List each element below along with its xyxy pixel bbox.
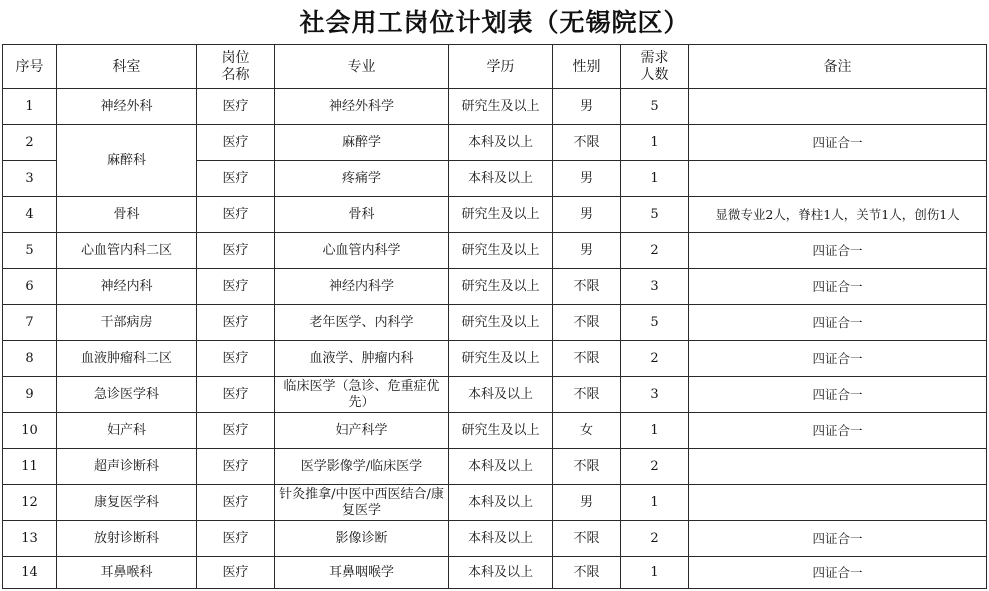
cell-gender: 男: [553, 161, 621, 197]
cell-dept: 干部病房: [57, 305, 197, 341]
cell-count: 1: [621, 125, 689, 161]
cell-note: [689, 89, 987, 125]
table-row: [3, 557, 987, 589]
cell-post: 医疗: [197, 305, 275, 341]
cell-post: 医疗: [197, 521, 275, 557]
header-post-line2: 名称: [221, 66, 250, 83]
header-major: 专业: [275, 45, 449, 89]
cell-no: 6: [3, 269, 57, 305]
cell-count: 2: [621, 341, 689, 377]
cell-count: 1: [621, 161, 689, 197]
cell-count: 2: [621, 449, 689, 485]
cell-note: 四证合一: [689, 305, 987, 341]
cell-gender: 不限: [553, 341, 621, 377]
cell-post: 医疗: [197, 377, 275, 413]
cell-major: 麻醉学: [275, 125, 449, 161]
cell-no: 2: [3, 125, 57, 161]
cell-no: 14: [3, 557, 57, 589]
cell-note: 四证合一: [689, 341, 987, 377]
cell-major: 临床医学（急诊、危重症优先）: [275, 377, 449, 413]
cell-dept: 神经内科: [57, 269, 197, 305]
cell-gender: 不限: [553, 269, 621, 305]
cell-dept: 耳鼻喉科: [57, 557, 197, 589]
cell-count: 1: [621, 485, 689, 521]
header-count: [621, 45, 689, 89]
cell-edu: 研究生及以上: [449, 305, 553, 341]
cell-count: 5: [621, 197, 689, 233]
cell-major: 血液学、肿瘤内科: [275, 341, 449, 377]
cell-count: 1: [621, 557, 689, 589]
cell-post: 医疗: [197, 125, 275, 161]
cell-edu: 本科及以上: [449, 557, 553, 589]
cell-post: 医疗: [197, 485, 275, 521]
header-note: 备注: [689, 45, 987, 89]
cell-count: 2: [621, 233, 689, 269]
cell-edu: 研究生及以上: [449, 269, 553, 305]
cell-post: 医疗: [197, 89, 275, 125]
header-dept: 科室: [57, 45, 197, 89]
cell-note: [689, 449, 987, 485]
cell-dept: 神经外科: [57, 89, 197, 125]
cell-edu: 研究生及以上: [449, 233, 553, 269]
cell-edu: 本科及以上: [449, 485, 553, 521]
cell-note: 四证合一: [689, 269, 987, 305]
table-header-row: [3, 45, 987, 89]
cell-dept: 康复医学科: [57, 485, 197, 521]
cell-count: 3: [621, 377, 689, 413]
cell-post: 医疗: [197, 233, 275, 269]
cell-no: 1: [3, 89, 57, 125]
table-row: [3, 269, 987, 305]
cell-count: 5: [621, 305, 689, 341]
header-post: [197, 45, 275, 89]
cell-dept: 超声诊断科: [57, 449, 197, 485]
cell-major: 影像诊断: [275, 521, 449, 557]
cell-dept: 血液肿瘤科二区: [57, 341, 197, 377]
cell-note: [689, 485, 987, 521]
cell-no: 8: [3, 341, 57, 377]
cell-no: 12: [3, 485, 57, 521]
cell-edu: 研究生及以上: [449, 413, 553, 449]
cell-dept: 急诊医学科: [57, 377, 197, 413]
cell-edu: 本科及以上: [449, 161, 553, 197]
cell-major: 针灸推拿/中医中西医结合/康复医学: [275, 485, 449, 521]
cell-gender: 不限: [553, 557, 621, 589]
table-row: [3, 413, 987, 449]
cell-no: 7: [3, 305, 57, 341]
position-plan-table: [2, 44, 987, 589]
cell-dept: 骨科: [57, 197, 197, 233]
cell-note: 四证合一: [689, 557, 987, 589]
cell-major: 骨科: [275, 197, 449, 233]
cell-note: 四证合一: [689, 521, 987, 557]
header-count-line1: 需求: [640, 49, 669, 66]
table-row: [3, 341, 987, 377]
cell-major: 老年医学、内科学: [275, 305, 449, 341]
cell-major: 神经内科学: [275, 269, 449, 305]
cell-edu: 研究生及以上: [449, 341, 553, 377]
cell-major: 耳鼻咽喉学: [275, 557, 449, 589]
cell-edu: 研究生及以上: [449, 197, 553, 233]
cell-edu: 本科及以上: [449, 125, 553, 161]
cell-post: 医疗: [197, 269, 275, 305]
cell-major: 疼痛学: [275, 161, 449, 197]
table-row: [3, 521, 987, 557]
cell-post: 医疗: [197, 197, 275, 233]
table-row: [3, 485, 987, 521]
cell-dept: 放射诊断科: [57, 521, 197, 557]
table-row: [3, 197, 987, 233]
table-row: [3, 233, 987, 269]
cell-gender: 男: [553, 197, 621, 233]
table-row: [3, 305, 987, 341]
cell-post: 医疗: [197, 557, 275, 589]
cell-post: 医疗: [197, 413, 275, 449]
header-post-line1: 岗位: [221, 49, 250, 66]
cell-gender: 女: [553, 413, 621, 449]
cell-edu: 本科及以上: [449, 377, 553, 413]
cell-count: 3: [621, 269, 689, 305]
cell-no: 4: [3, 197, 57, 233]
table-row: [3, 377, 987, 413]
cell-post: 医疗: [197, 161, 275, 197]
cell-gender: 不限: [553, 377, 621, 413]
cell-gender: 男: [553, 233, 621, 269]
cell-gender: 不限: [553, 305, 621, 341]
cell-edu: 本科及以上: [449, 521, 553, 557]
cell-gender: 男: [553, 485, 621, 521]
cell-count: 2: [621, 521, 689, 557]
cell-count: 5: [621, 89, 689, 125]
cell-no: 9: [3, 377, 57, 413]
cell-no: 13: [3, 521, 57, 557]
cell-major: 妇产科学: [275, 413, 449, 449]
table-row: [3, 89, 987, 125]
cell-post: 医疗: [197, 449, 275, 485]
cell-dept: 麻醉科: [57, 125, 197, 197]
cell-edu: 本科及以上: [449, 449, 553, 485]
header-edu: 学历: [449, 45, 553, 89]
cell-count: 1: [621, 413, 689, 449]
cell-no: 10: [3, 413, 57, 449]
cell-no: 5: [3, 233, 57, 269]
cell-post: 医疗: [197, 341, 275, 377]
cell-major: 神经外科学: [275, 89, 449, 125]
cell-note: 四证合一: [689, 377, 987, 413]
cell-major: 心血管内科学: [275, 233, 449, 269]
cell-gender: 不限: [553, 125, 621, 161]
page-title: 社会用工岗位计划表（无锡院区）: [299, 8, 690, 37]
cell-note: 四证合一: [689, 413, 987, 449]
cell-note: 四证合一: [689, 125, 987, 161]
cell-edu: 研究生及以上: [449, 89, 553, 125]
cell-note: [689, 161, 987, 197]
cell-no: 3: [3, 161, 57, 197]
cell-gender: 男: [553, 89, 621, 125]
cell-no: 11: [3, 449, 57, 485]
cell-dept: 心血管内科二区: [57, 233, 197, 269]
header-gender: 性别: [553, 45, 621, 89]
header-count-line2: 人数: [640, 66, 669, 83]
table-row: [3, 449, 987, 485]
cell-gender: 不限: [553, 521, 621, 557]
cell-note: 显微专业2人，脊柱1人，关节1人，创伤1人: [689, 197, 987, 233]
table-row: [3, 125, 987, 161]
header-no: 序号: [3, 45, 57, 89]
cell-major: 医学影像学/临床医学: [275, 449, 449, 485]
cell-dept: 妇产科: [57, 413, 197, 449]
cell-gender: 不限: [553, 449, 621, 485]
cell-note: 四证合一: [689, 233, 987, 269]
